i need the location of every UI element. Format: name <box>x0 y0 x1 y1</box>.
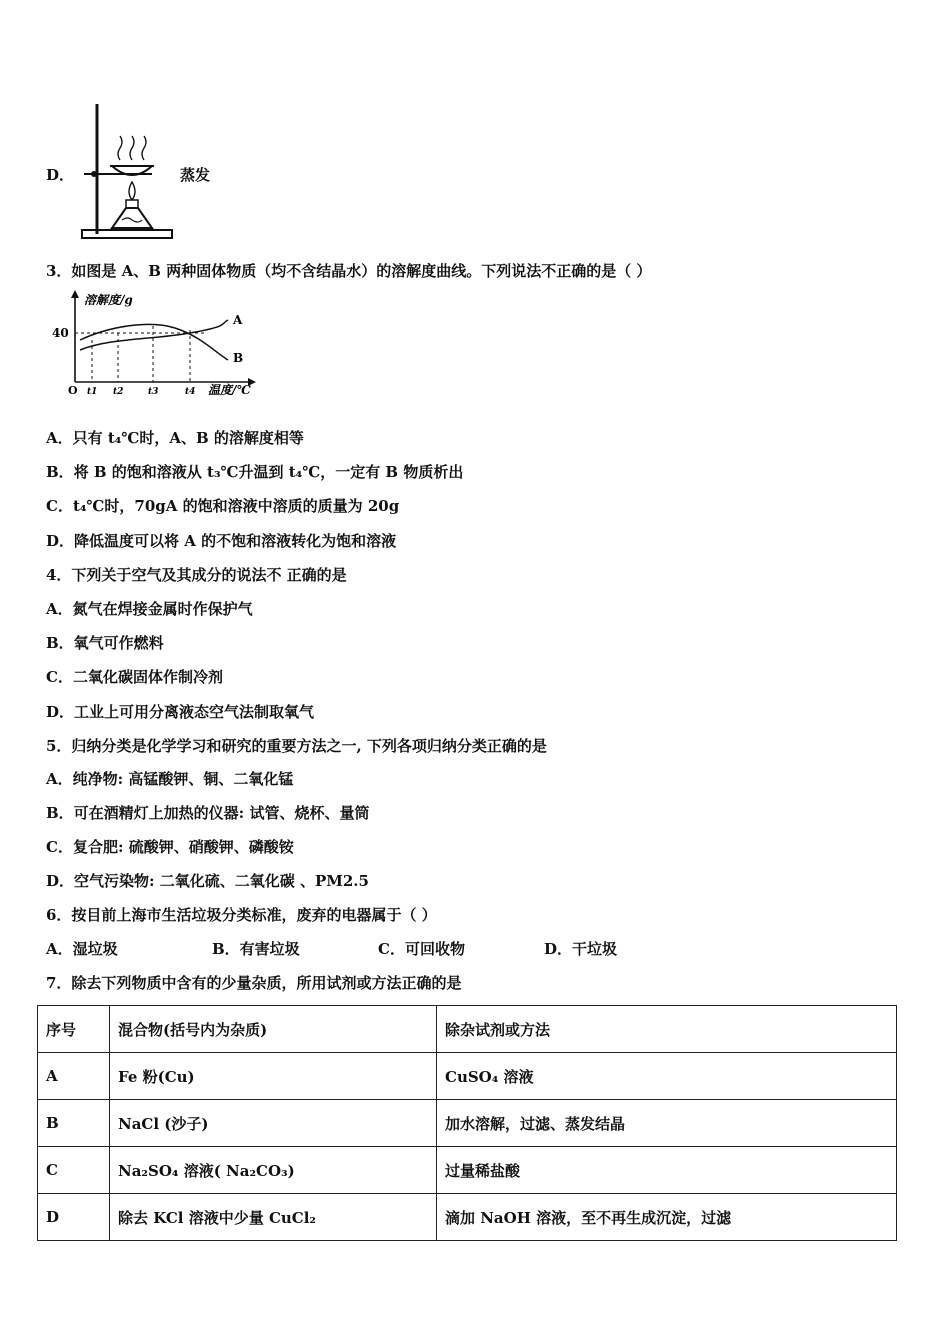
tick-t2: t2 <box>113 387 124 397</box>
solubility-chart <box>50 290 290 400</box>
q4-option-c: C．二氧化碳固体作制冷剂 <box>46 668 223 686</box>
evaporation-apparatus-icon <box>70 100 180 242</box>
y-axis-arrow-icon <box>71 290 79 298</box>
origin-label: O <box>68 384 78 397</box>
row-id: B <box>38 1100 110 1147</box>
table-row <box>38 1194 897 1241</box>
table-row <box>38 1147 897 1194</box>
tick-t3: t3 <box>148 387 159 397</box>
row-method: CuSO₄ 溶液 <box>437 1053 897 1100</box>
curve-b-label: B <box>233 351 244 365</box>
header-id: 序号 <box>38 1006 110 1053</box>
header-mixture: 混合物(括号内为杂质) <box>110 1006 437 1053</box>
q5-option-b: B．可在酒精灯上加热的仪器: 试管、烧杯、量筒 <box>46 804 370 822</box>
q5-stem: 5．归纳分类是化学学习和研究的重要方法之一, 下列各项归纳分类正确的是 <box>46 737 547 755</box>
q2-option-d-label: D． <box>46 166 75 184</box>
q6-options <box>46 939 617 959</box>
table-row <box>38 1053 897 1100</box>
q3-option-a: A．只有 t₄℃时，A、B 的溶解度相等 <box>46 429 304 447</box>
q4-option-a: A．氮气在焊接金属时作保护气 <box>46 600 253 618</box>
row-mixture: Na₂SO₄ 溶液( Na₂CO₃) <box>110 1147 437 1194</box>
q7-stem: 7．除去下列物质中含有的少量杂质，所用试剂或方法正确的是 <box>46 974 462 992</box>
q7-table <box>37 1005 897 1241</box>
q5-option-a: A．纯净物: 高锰酸钾、铜、二氧化锰 <box>46 770 294 788</box>
q3-option-b: B．将 B 的饱和溶液从 t₃℃升温到 t₄℃，一定有 B 物质析出 <box>46 463 464 481</box>
q6-option-b: B．有害垃圾 <box>212 940 300 958</box>
x-axis-label: 温度/℃ <box>208 383 251 397</box>
q3-option-c: C．t₄℃时，70gA 的饱和溶液中溶质的质量为 20g <box>46 497 400 515</box>
table-row <box>38 1100 897 1147</box>
q6-option-a: A．湿垃圾 <box>46 940 118 958</box>
row-method: 过量稀盐酸 <box>437 1147 897 1194</box>
row-id: C <box>38 1147 110 1194</box>
row-mixture: Fe 粉(Cu) <box>110 1053 437 1100</box>
q3-stem: 3．如图是 A、B 两种固体物质（均不含结晶水）的溶解度曲线。下列说法不正确的是（ ） <box>46 262 652 280</box>
row-method: 滴加 NaOH 溶液，至不再生成沉淀，过滤 <box>437 1194 897 1241</box>
q4-option-b: B．氧气可作燃料 <box>46 634 164 652</box>
y-value-label: 40 <box>52 326 69 340</box>
q3-option-d: D．降低温度可以将 A 的不饱和溶液转化为饱和溶液 <box>46 532 397 550</box>
y-axis-label: 溶解度/g <box>84 293 133 307</box>
row-id: A <box>38 1053 110 1100</box>
row-method: 加水溶解，过滤、蒸发结晶 <box>437 1100 897 1147</box>
row-mixture: NaCl (沙子) <box>110 1100 437 1147</box>
q5-option-c: C．复合肥: 硫酸钾、硝酸钾、磷酸铵 <box>46 838 294 856</box>
table-header-row <box>38 1006 897 1053</box>
header-method: 除杂试剂或方法 <box>437 1006 897 1053</box>
q5-option-d: D．空气污染物: 二氧化硫、二氧化碳 、PM2.5 <box>46 872 369 890</box>
tick-t4: t4 <box>185 387 196 397</box>
row-mixture: 除去 KCl 溶液中少量 CuCl₂ <box>110 1194 437 1241</box>
q4-option-d: D．工业上可用分离液态空气法制取氧气 <box>46 703 315 721</box>
q6-option-c: C．可回收物 <box>378 940 465 958</box>
q2-option-d-text: 蒸发 <box>180 166 211 184</box>
q4-stem: 4．下列关于空气及其成分的说法不 正确的是 <box>46 566 347 584</box>
q6-stem: 6．按目前上海市生活垃圾分类标准，废弃的电器属于（ ） <box>46 906 437 924</box>
tick-t1: t1 <box>87 387 98 397</box>
q6-option-d: D．干垃圾 <box>544 940 618 958</box>
row-id: D <box>38 1194 110 1241</box>
curve-a-label: A <box>233 313 243 327</box>
